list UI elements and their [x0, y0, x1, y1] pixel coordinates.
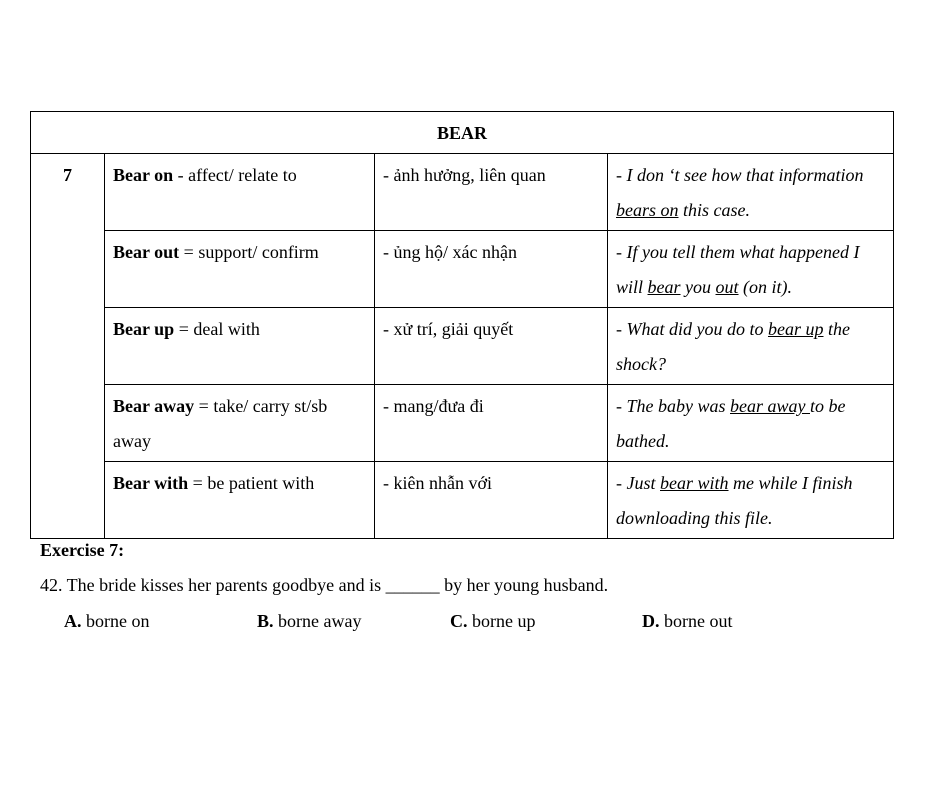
term-cell [105, 231, 375, 308]
example-underlined: bear away [730, 396, 810, 416]
phrasal-verb-table [30, 111, 894, 539]
term-cell [105, 308, 375, 385]
example-underlined: out [715, 277, 739, 297]
option-letter: B. [257, 611, 274, 631]
example-cell [608, 154, 894, 231]
example-underlined: bear [647, 277, 681, 297]
meaning-cell: - ủng hộ/ xác nhận [375, 231, 608, 308]
example-text: - If you tell them what happened I will [616, 242, 860, 297]
meaning-cell: - mang/đưa đi [375, 385, 608, 462]
table-row [31, 462, 894, 539]
option-letter: C. [450, 611, 468, 631]
term-cell [105, 385, 375, 462]
option-text: borne out [659, 611, 733, 631]
option-letter: D. [642, 611, 660, 631]
example-cell [608, 385, 894, 462]
definition: = support/ confirm [179, 242, 319, 262]
option-a[interactable] [64, 611, 149, 632]
example-text: - The baby was [616, 396, 730, 416]
exercise-title: Exercise 7: [40, 540, 125, 560]
example-text: - Just [616, 473, 660, 493]
example-text: the shock? [616, 319, 850, 374]
table-header-row [31, 112, 894, 154]
option-text: borne away [273, 611, 362, 631]
example-text: you [680, 277, 716, 297]
option-letter: A. [64, 611, 82, 631]
example-underlined: bear up [767, 319, 824, 339]
meaning-cell: - ảnh hưởng, liên quan [375, 154, 608, 231]
table-row [31, 154, 894, 231]
table-title: BEAR [31, 112, 894, 154]
example-text: (on it). [738, 277, 793, 297]
example-text: to be bathed. [616, 396, 846, 451]
definition: - affect/ relate to [173, 165, 297, 185]
table-row [31, 385, 894, 462]
entry-number: 7 [31, 154, 105, 539]
example-cell [608, 308, 894, 385]
example-underlined: bear with [660, 473, 729, 493]
option-b[interactable] [257, 611, 361, 632]
example-cell [608, 231, 894, 308]
option-text: borne up [467, 611, 536, 631]
term-cell [105, 462, 375, 539]
definition: = deal with [174, 319, 260, 339]
option-text: borne on [81, 611, 150, 631]
question-text: 42. The bride kisses her parents goodbye and is ______ by her young husband. [40, 575, 609, 595]
term: Bear away [113, 396, 195, 416]
example-cell [608, 462, 894, 539]
option-d[interactable] [642, 611, 732, 632]
example-text: - I don ‘t see how that information [616, 165, 864, 185]
meaning-cell: - xử trí, giải quyết [375, 308, 608, 385]
definition: = take/ carry st/sb away [113, 396, 328, 451]
term: Bear up [113, 319, 175, 339]
option-c[interactable] [450, 611, 535, 632]
example-text: me while I finish downloading this file. [616, 473, 853, 528]
term-cell [105, 154, 375, 231]
table-row [31, 231, 894, 308]
term: Bear on [113, 165, 174, 185]
answer-options [64, 611, 924, 637]
example-text: this case. [678, 200, 750, 220]
term: Bear out [113, 242, 180, 262]
definition: = be patient with [188, 473, 315, 493]
meaning-cell: - kiên nhẫn với [375, 462, 608, 539]
term: Bear with [113, 473, 189, 493]
table-row [31, 308, 894, 385]
example-underlined: bears on [616, 200, 679, 220]
example-text: - What did you do to [616, 319, 768, 339]
